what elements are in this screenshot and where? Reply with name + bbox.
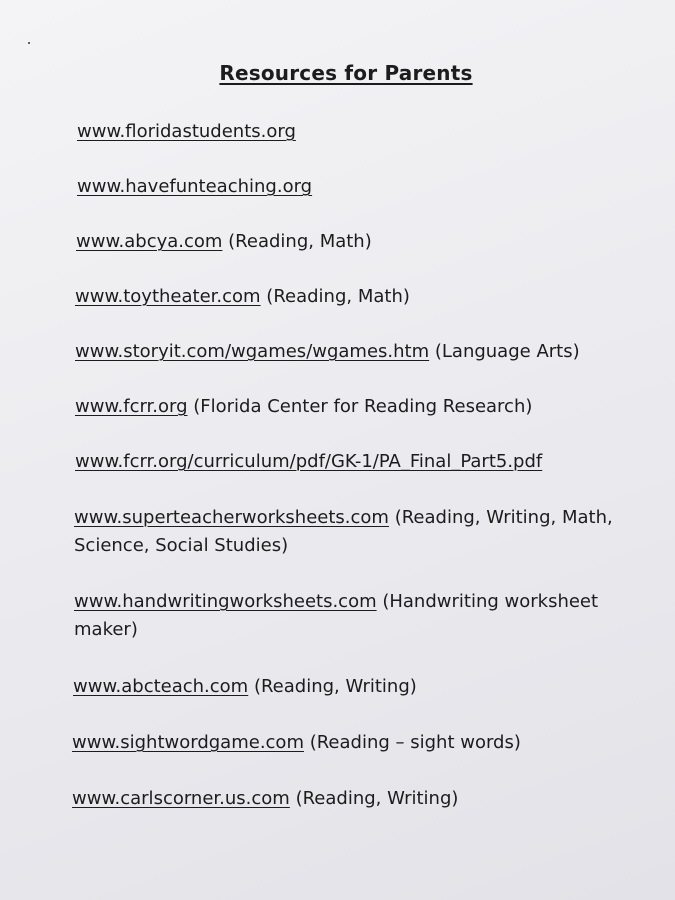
resource-item — [74, 588, 634, 644]
resource-item — [72, 785, 458, 813]
resource-note: (Reading, Math) — [222, 231, 372, 252]
resource-note: (Language Arts) — [429, 341, 580, 362]
resource-url: www.floridastudents.org — [77, 121, 296, 142]
resource-note: (Reading, Writing, Math, Science, Social Studies) — [74, 507, 613, 556]
resource-note: (Reading – sight words) — [303, 732, 521, 753]
resource-url: www.abcya.com — [76, 231, 223, 252]
resource-note: (Reading, Math) — [260, 286, 410, 307]
resource-url: www.toytheater.com — [75, 286, 261, 307]
resource-url: www.sightwordgame.com — [72, 732, 304, 753]
resource-note: (Florida Center for Reading Research) — [187, 396, 533, 417]
resource-note: (Reading, Writing) — [248, 676, 417, 697]
paper-speck — [28, 42, 30, 44]
resource-item — [75, 338, 580, 366]
resource-url: www.havefunteaching.org — [77, 176, 313, 197]
resource-url: www.fcrr.org/curriculum/pdf/GK-1/PA_Final_Part5.pdf — [75, 451, 543, 472]
resource-url: www.carlscorner.us.com — [72, 788, 290, 809]
resource-url: www.abcteach.com — [73, 676, 249, 697]
resource-item — [76, 228, 372, 256]
resource-url: www.handwritingworksheets.com — [74, 591, 377, 612]
page-title: Resources for Parents — [219, 61, 473, 85]
resource-item — [77, 173, 312, 201]
resource-note: (Handwriting worksheet maker) — [74, 591, 599, 640]
resource-url: www.superteacherworksheets.com — [74, 507, 389, 528]
resource-item — [72, 729, 521, 757]
resource-item — [73, 673, 417, 701]
resource-url: www.storyit.com/wgames/wgames.htm — [75, 341, 430, 362]
resource-url: www.fcrr.org — [75, 396, 188, 417]
resource-item — [75, 393, 532, 421]
resource-note: (Reading, Writing) — [289, 788, 459, 809]
resource-item — [77, 118, 296, 146]
resource-item — [74, 504, 634, 560]
resource-item — [75, 448, 542, 476]
resource-item — [75, 283, 410, 311]
